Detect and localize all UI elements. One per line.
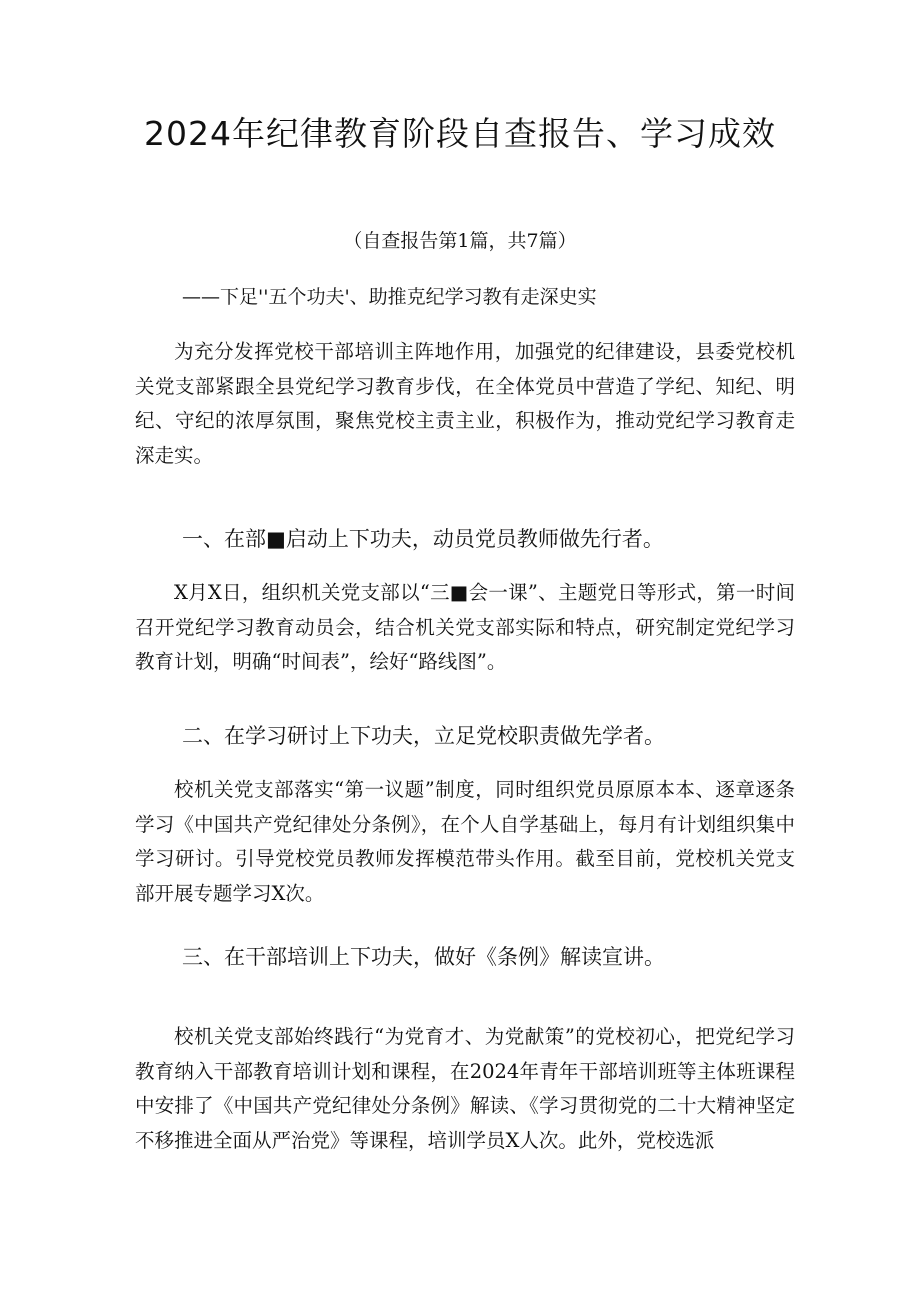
section-body-3: 校机关党支部始终践行“为党育才、为党献策”的党校初心，把党纪学习教育纳入干部教育培训计划和课程，在2024年青年干部培训班等主体班课程中安排了《中国共产党纪律处分条例》解读、《学习贯彻党的二十大精神坚定不移推进全面从严治党》等课程，培训学员X人次。此外，党校选派 bbox=[135, 1025, 795, 1152]
document-subtitle: （自查报告第1篇，共7篇） bbox=[343, 230, 577, 252]
document-title: 2024年纪律教育阶段自查报告、学习成效 bbox=[144, 114, 776, 153]
section-heading-2: 二、在学习研讨上下功夫，立足党校职责做先学者。 bbox=[182, 724, 665, 748]
intro-paragraph: 为充分发挥党校干部培训主阵地作用，加强党的纪律建设，县委党校机关党支部紧跟全县党纪学习教育步伐，在全体党员中营造了学纪、知纪、明纪、守纪的浓厚氛围，聚焦党校主责主业，积极作为，推动党纪学习教育走深走实。 bbox=[135, 340, 795, 467]
section-heading-3: 三、在干部培训上下功夫，做好《条例》解读宣讲。 bbox=[182, 945, 665, 969]
section-body-2: 校机关党支部落实“第一议题”制度，同时组织党员原原本本、逐章逐条学习《中国共产党纪律处分条例》，在个人自学基础上，每月有计划组织集中学习研讨。引导党校党员教师发挥模范带头作用。截至目前，党校机关党支部开展专题学习X次。 bbox=[135, 778, 795, 905]
document-tagline: ——下足''五个功夫'、助推克纪学习教有走深史实 bbox=[182, 286, 597, 308]
section-heading-1: 一、在部■启动上下功夫，动员党员教师做先行者。 bbox=[182, 527, 664, 551]
section-body-1: X月X日，组织机关党支部以“三■会一课”、主题党日等形式，第一时间召开党纪学习教育动员会，结合机关党支部实际和特点，研究制定党纪学习教育计划，明确“时间表”，绘好“路线图”。 bbox=[135, 581, 795, 673]
